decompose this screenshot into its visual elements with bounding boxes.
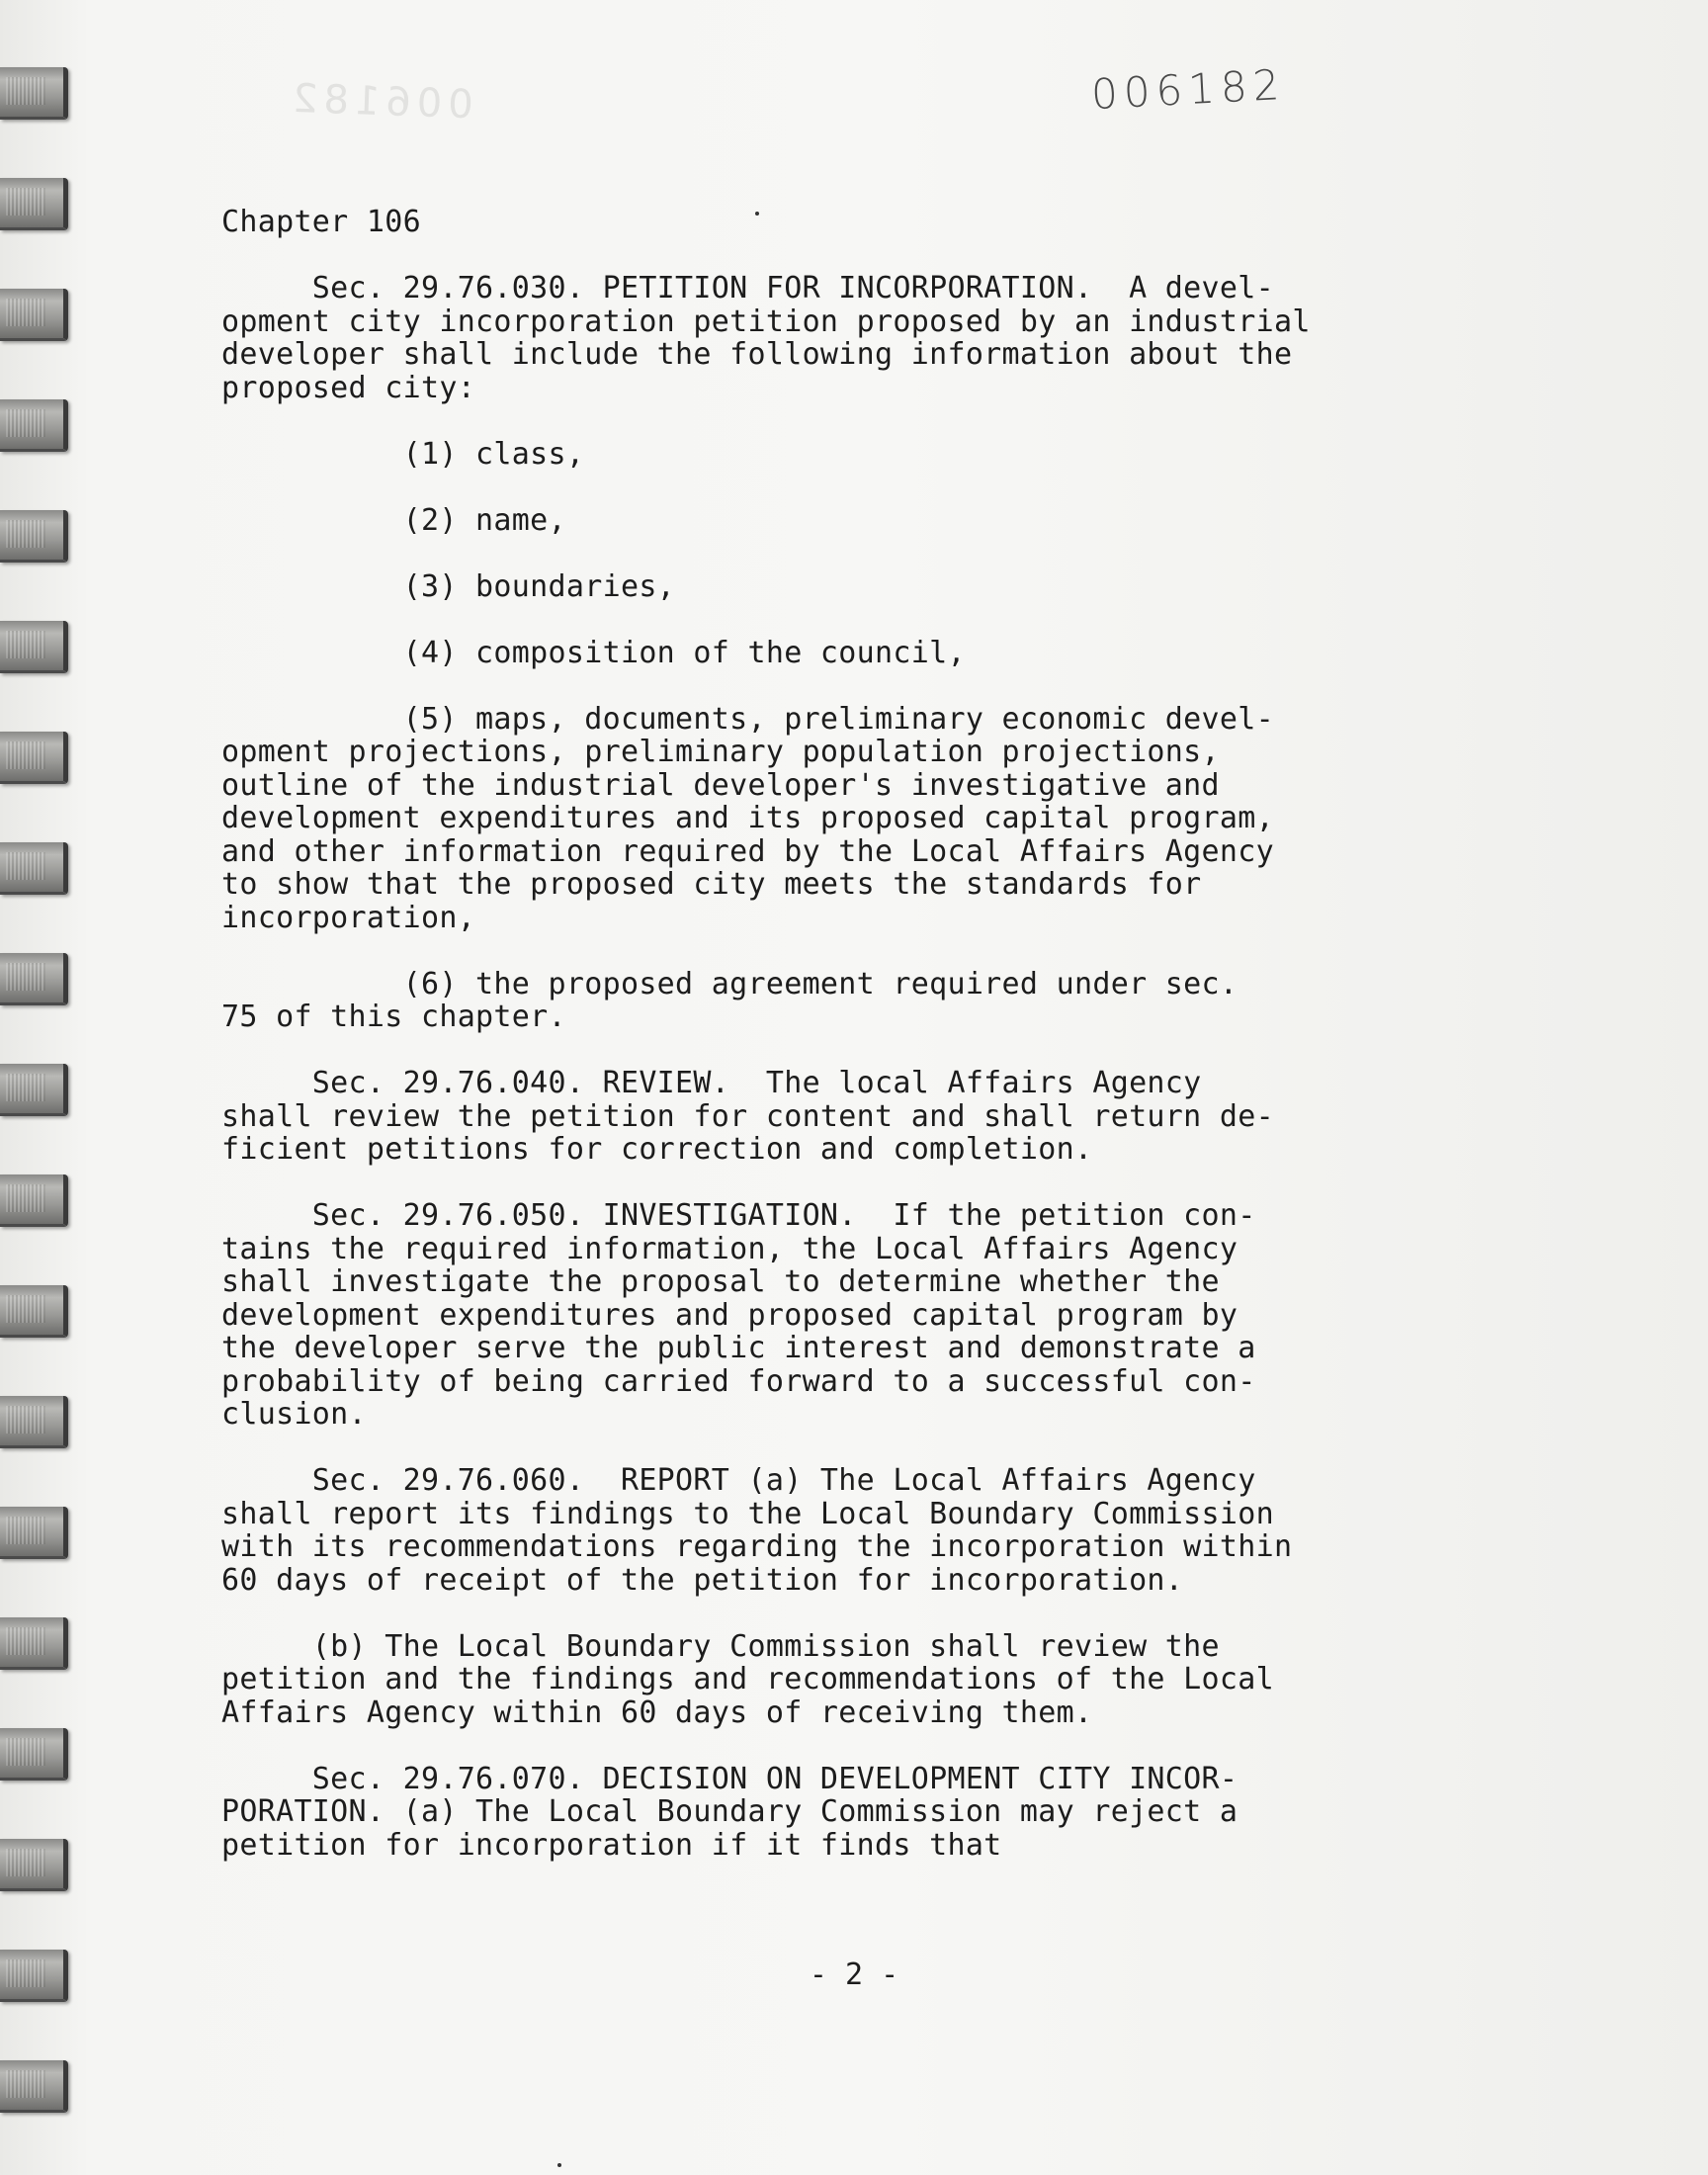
text-line: development expenditures and its proposed capital program,	[221, 801, 1274, 835]
text-line: Affairs Agency within 60 days of receiving them.	[221, 1695, 1093, 1730]
line-gap	[221, 1167, 1467, 1200]
binding-tab	[0, 953, 68, 1005]
binding-tab	[0, 67, 68, 120]
text-line: 75 of this chapter.	[221, 1000, 566, 1034]
binding-tab	[0, 842, 68, 895]
text-line: (4) composition of the council,	[221, 635, 966, 670]
text-line: (3) boundaries,	[221, 568, 676, 604]
text-line: incorporation,	[221, 900, 476, 935]
text-line: probability of being carried forward to a successful con-	[221, 1363, 1256, 1399]
text-line: PORATION. (a) The Local Boundary Commission may reject a	[221, 1794, 1238, 1829]
text-line: outline of the industrial developer's investigative and	[221, 767, 1220, 803]
text-line: the developer serve the public interest and demonstrate a	[221, 1331, 1256, 1365]
text-line: development expenditures and proposed capital program by	[221, 1297, 1238, 1333]
line-gap	[221, 1034, 1467, 1068]
text-line: (5) maps, documents, preliminary economic devel-	[221, 701, 1274, 737]
binding-tab	[0, 1064, 68, 1116]
text-line: and other information required by the Local Affairs Agency	[221, 833, 1274, 869]
text-line: proposed city:	[221, 370, 476, 405]
binding-tab	[0, 1617, 68, 1670]
text-line: shall review the petition for content and shall return de-	[221, 1098, 1274, 1134]
text-line: shall report its findings to the Local Boundary Commission	[221, 1496, 1274, 1531]
page-number: - 2 -	[809, 1958, 899, 1992]
binding-tab	[0, 2060, 68, 2113]
text-line: tains the required information, the Local Affairs Agency	[221, 1231, 1238, 1266]
spiral-binding	[0, 0, 79, 2175]
binding-tab	[0, 1507, 68, 1559]
bleed-through-mark: 006182	[286, 75, 474, 129]
text-line: (1) class,	[221, 436, 585, 472]
text-line: (6) the proposed agreement required under sec.	[221, 966, 1238, 1001]
line-gap	[221, 1729, 1467, 1763]
binding-tab	[0, 178, 68, 230]
text-line: with its recommendations regarding the incorporation within	[221, 1529, 1293, 1564]
line-gap	[221, 537, 1467, 570]
document-control-number: 006182	[1089, 59, 1287, 120]
binding-tab	[0, 621, 68, 673]
text-line: ficient petitions for correction and completion.	[221, 1132, 1093, 1167]
text-line: petition for incorporation if it finds that	[221, 1827, 1002, 1863]
binding-tab	[0, 1839, 68, 1891]
line-gap	[221, 404, 1467, 438]
text-line: opment projections, preliminary population projections,	[221, 735, 1220, 769]
line-gap	[221, 1432, 1467, 1465]
binding-tab	[0, 289, 68, 341]
line-gap	[221, 1597, 1467, 1630]
text-line: Sec. 29.76.050. INVESTIGATION. If the petition con-	[221, 1198, 1256, 1233]
text-line: to show that the proposed city meets the standards for	[221, 867, 1202, 902]
line-gap	[221, 669, 1467, 703]
line-gap	[221, 471, 1467, 504]
text-line: Sec. 29.76.070. DECISION ON DEVELOPMENT CITY INCOR-	[221, 1761, 1238, 1796]
text-line: clusion.	[221, 1397, 367, 1432]
binding-tab	[0, 399, 68, 452]
line-gap	[221, 603, 1467, 637]
text-line: opment city incorporation petition proposed by an industrial	[221, 304, 1311, 339]
text-line: (b) The Local Boundary Commission shall review the	[221, 1628, 1220, 1664]
text-line: Sec. 29.76.040. REVIEW. The local Affairs Agency	[221, 1066, 1202, 1100]
text-line: petition and the findings and recommendations of the Local	[221, 1662, 1274, 1696]
binding-tab	[0, 510, 68, 563]
binding-tab	[0, 1285, 68, 1338]
text-line: Sec. 29.76.060. REPORT (a) The Local Affairs Agency	[221, 1463, 1256, 1498]
text-line: (2) name,	[221, 502, 566, 538]
line-gap	[221, 239, 1467, 273]
text-line: Sec. 29.76.030. PETITION FOR INCORPORATION. A devel-	[221, 271, 1274, 305]
text-line: 60 days of receipt of the petition for incorporation.	[221, 1562, 1184, 1598]
line-gap	[221, 934, 1467, 968]
binding-tab	[0, 1396, 68, 1448]
binding-tab	[0, 1728, 68, 1781]
speck	[557, 2163, 561, 2167]
text-line: shall investigate the proposal to determine whether the	[221, 1264, 1220, 1299]
binding-tab	[0, 732, 68, 784]
binding-tab	[0, 1174, 68, 1227]
speck	[755, 212, 759, 216]
text-line: Chapter 106	[221, 205, 421, 239]
text-line: developer shall include the following information about the	[221, 337, 1293, 372]
document-body	[221, 206, 1467, 1862]
